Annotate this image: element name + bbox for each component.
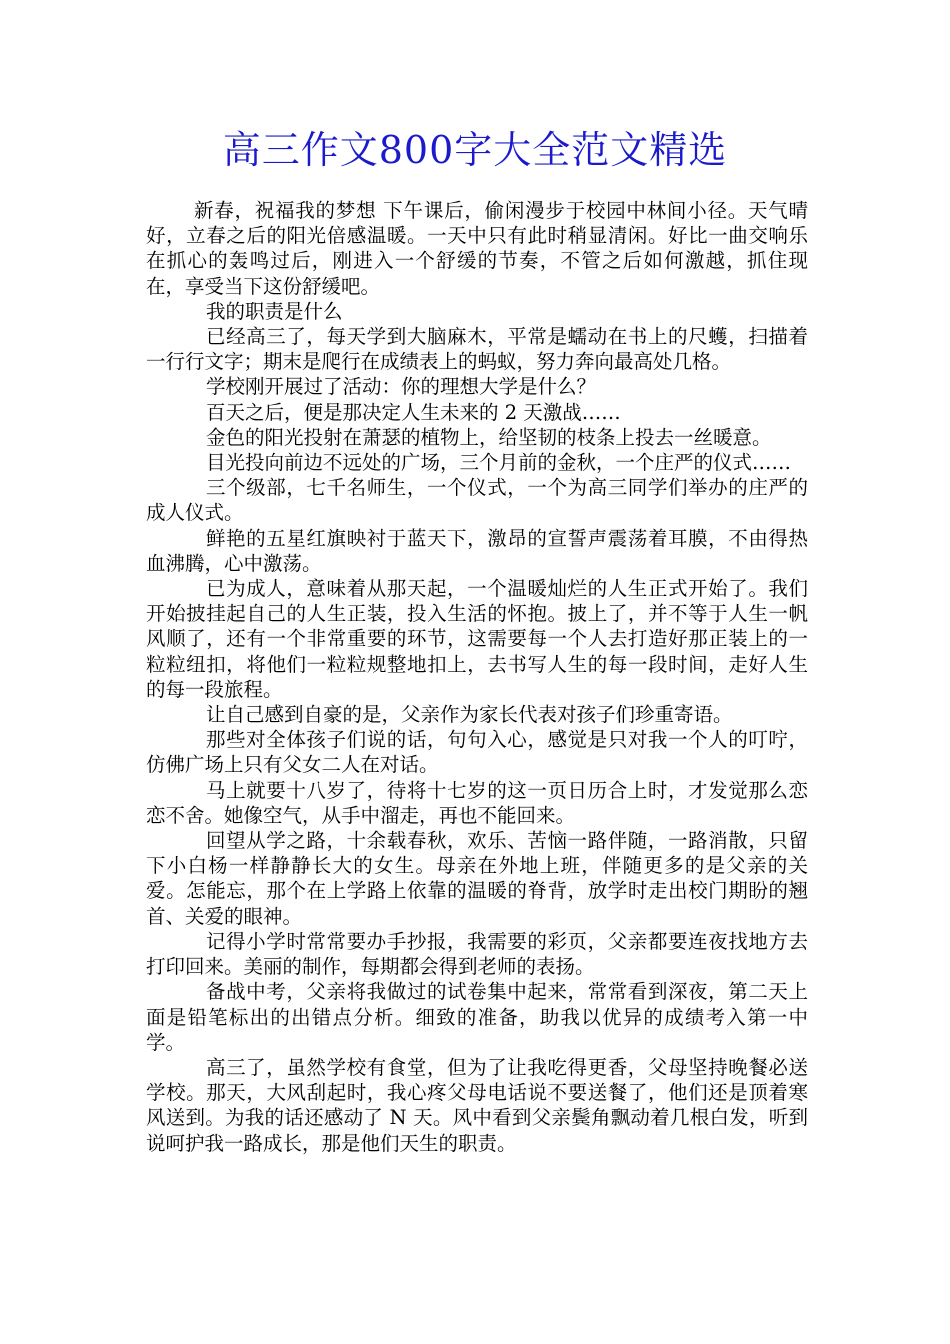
paragraph: 百天之后，便是那决定人生未来的 2 天激战……: [206, 400, 621, 424]
paragraph: 新春，祝福我的梦想 下午课后，偷闲漫步于校园中林间小径。天气晴好，立春之后的阳光倍感温暖。一天中只有此时稍显清闲。好比一曲交响乐在抓心的轰鸣过后，刚进入一个舒缓的节奏，不管之后如何激越，抓住现在，享受当下这份舒缓吧。: [146, 199, 808, 298]
document-body: [146, 198, 808, 1156]
paragraph: 学校刚开展过了活动：你的理想大学是什么？: [206, 375, 597, 399]
document-title: 高三作文800字大全范文精选: [222, 128, 728, 172]
paragraph: 已经高三了，每天学到大脑麻木，平常是蠕动在书上的尺蠖，扫描着一行行文字；期末是爬行在成绩表上的蚂蚁，努力奔向最高处几格。: [146, 325, 808, 374]
paragraph: 让自己感到自豪的是，父亲作为家长代表对孩子们珍重寄语。: [206, 703, 733, 727]
paragraph: 马上就要十八岁了，待将十七岁的这一页日历合上时，才发觉那么恋恋不舍。她像空气，从手中溜走，再也不能回来。: [146, 778, 808, 827]
paragraph: 目光投向前边不远处的广场，三个月前的金秋，一个庄严的仪式……: [206, 451, 792, 475]
paragraph: 三个级部，七千名师生，一个仪式，一个为高三同学们举办的庄严的成人仪式。: [146, 476, 808, 525]
paragraph: 高三了，虽然学校有食堂，但为了让我吃得更香，父母坚持晚餐必送学校。那天，大风刮起时，我心疼父母电话说不要送餐了，他们还是顶着寒风送到。为我的话还感动了 N 天。风中看到父亲鬓角飘动着几根白发，听到说呵护我一路成长，那是他们天生的职责。: [146, 1055, 808, 1155]
paragraph: 记得小学时常常要办手抄报，我需要的彩页，父亲都要连夜找地方去打印回来。美丽的制作，每期都会得到老师的表扬。: [146, 929, 808, 979]
paragraph: 已为成人，意味着从那天起，一个温暖灿烂的人生正式开始了。我们开始披挂起自己的人生正装，投入生活的怀抱。披上了，并不等于人生一帆风顺了，还有一个非常重要的环节，这需要每一个人去打造好那正装上的一粒粒纽扣，将他们一粒粒规整地扣上，去书写人生的每一段时间，走好人生的每一段旅程。: [146, 577, 808, 701]
paragraph: 金色的阳光投射在萧瑟的植物上，给坚韧的枝条上投去一丝暖意。: [206, 425, 772, 449]
paragraph: 我的职责是什么: [206, 299, 343, 323]
paragraph: 备战中考，父亲将我做过的试卷集中起来，常常看到深夜，第二天上面是铅笔标出的出错点分析。细致的准备，助我以优异的成绩考入第一中学。: [146, 980, 808, 1054]
paragraph: 回望从学之路，十余载春秋，欢乐、苦恼一路伴随，一路消散，只留下小白杨一样静静长大的女生。母亲在外地上班，伴随更多的是父亲的关爱。怎能忘，那个在上学路上依靠的温暖的脊背，放学时走出校门期盼的翘首、关爱的眼神。: [146, 829, 808, 928]
paragraph: 那些对全体孩子们说的话，句句入心，感觉是只对我一个人的叮咛，仿佛广场上只有父女二人在对话。: [146, 728, 808, 777]
paragraph: 鲜艳的五星红旗映衬于蓝天下，激昂的宣誓声震荡着耳膜，不由得热血沸腾，心中激荡。: [146, 526, 808, 575]
